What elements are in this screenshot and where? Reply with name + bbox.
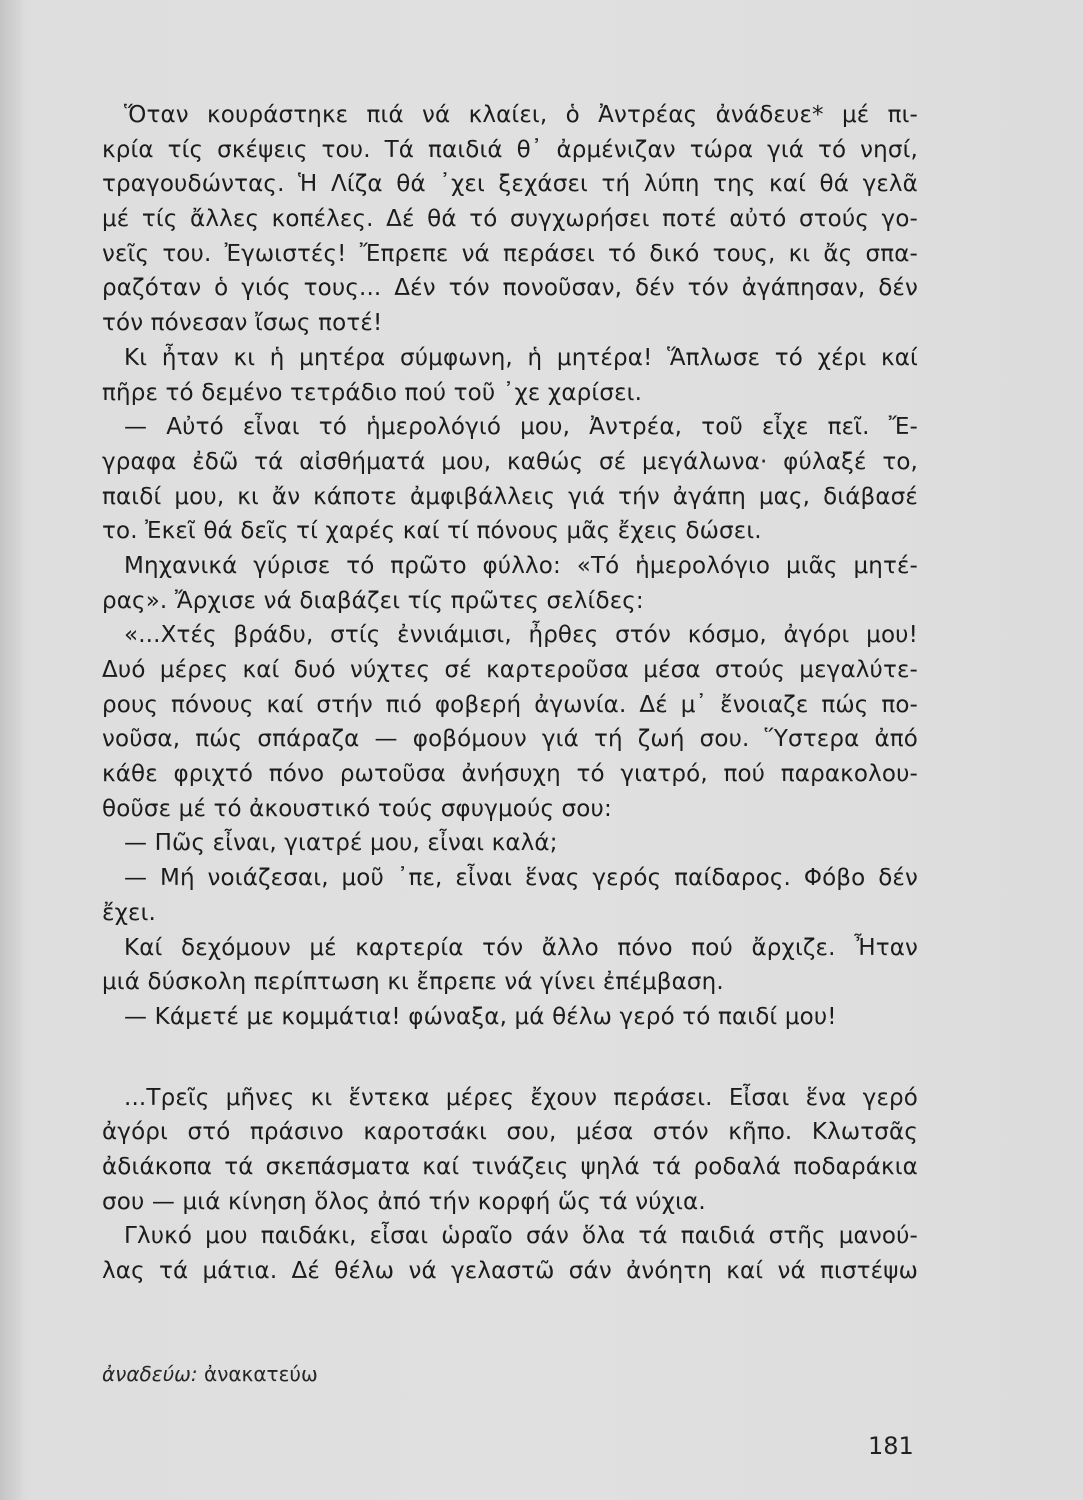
text-line: λας τά μάτια. Δέ θέλω νά γελαστῶ σάν ἀνόητη καί νά πιστέψω [102, 1258, 918, 1284]
text-line: τόν πόνεσαν ἴσως ποτέ! [102, 310, 383, 337]
text-line: ἀδιάκοπα τά σκεπάσματα καί τινάζεις ψηλά τά ροδαλά ποδαράκια [102, 1153, 918, 1180]
text-line: — Μή νοιάζεσαι, μοῦ ᾿πε, εἶναι ἕνας γερός παίδαρος. Φόβο δέν [124, 865, 918, 892]
text-line: θοῦσε μέ τό ἀκουστικό τούς σφυγμούς σου: [102, 795, 612, 822]
text-line: ραζόταν ὁ γιός τους... Δέν τόν πονοῦσαν, δέν τόν ἀγάπησαν, δέν [102, 275, 918, 302]
text-line: Κι ἦταν κι ἡ μητέρα σύμφωνη, ἡ μητέρα! Ἅπλωσε τό χέρι καί [124, 344, 918, 371]
text-line: Δυό μέρες καί δυό νύχτες σέ καρτεροῦσα μέσα στούς μεγαλύτε- [102, 657, 918, 683]
text-line: μιά δύσκολη περίπτωση κι ἔπρεπε νά γίνει ἐπέμβαση. [102, 969, 724, 996]
text-section-after-break [102, 1081, 918, 1289]
text-line: Μηχανικά γύρισε τό πρῶτο φύλλο: «Τό ἡμερολόγιο μιᾶς μητέ- [124, 552, 918, 579]
text-line: κρία τίς σκέψεις του. Τά παιδιά θ᾿ ἀρμένιζαν τώρα γιά τό νησί, [102, 136, 918, 163]
text-line: ρους πόνους καί στήν πιό φοβερή ἀγωνία. Δέ μ᾿ ἔνοιαζε πώς πο- [102, 691, 918, 718]
text-line: «...Χτές βράδυ, στίς ἐννιάμισι, ἦρθες στόν κόσμο, ἀγόρι μου! [124, 622, 918, 649]
body-text [102, 98, 918, 1289]
text-line: — Πῶς εἶναι, γιατρέ μου, εἶναι καλά; [124, 830, 558, 857]
text-line: ἔχει. [102, 899, 156, 926]
footnote-term: ἀναδεύω: [102, 1362, 198, 1386]
text-line: — Αὐτό εἶναι τό ἡμερολόγιό μου, Ἀντρέα, τοῦ εἶχε πεῖ. Ἔ- [124, 414, 918, 441]
text-line: ἀγόρι στό πράσινο καροτσάκι σου, μέσα στόν κῆπο. Κλωτσᾶς [102, 1119, 918, 1146]
text-line: νοῦσα, πώς σπάραζα — φοβόμουν γιά τή ζωή σου. Ὕστερα ἀπό [102, 726, 918, 753]
text-line: Καί δεχόμουν μέ καρτερία τόν ἄλλο πόνο πού ἄρχιζε. Ἦταν [124, 934, 918, 961]
text-line: σου — μιά κίνηση ὅλος ἀπό τήν κορφή ὥς τά νύχια. [102, 1188, 706, 1215]
text-line: ρας». Ἄρχισε νά διαβάζει τίς πρῶτες σελίδες: [102, 587, 644, 614]
page-number: 181 [868, 1432, 914, 1460]
text-line: μέ τίς ἄλλες κοπέλες. Δέ θά τό συγχωρήσει ποτέ αὐτό στούς γο- [102, 206, 918, 233]
text-line: γραφα ἐδῶ τά αἰσθήματά μου, καθώς σέ μεγάλωνα· φύλαξέ το, [102, 448, 918, 475]
page-gutter-shadow [0, 0, 22, 1500]
text-line: το. Ἐκεῖ θά δεῖς τί χαρές καί τί πόνους μᾶς ἔχεις δώσει. [102, 518, 762, 545]
text-line: — Κάμετέ με κομμάτια! φώναξα, μά θέλω γερό τό παιδί μου! [124, 1003, 837, 1030]
text-line: πῆρε τό δεμένο τετράδιο πού τοῦ ᾿χε χαρίσει. [102, 379, 643, 406]
text-line: Ὅταν κουράστηκε πιά νά κλαίει, ὁ Ἀντρέας ἀνάδευε* μέ πι- [124, 102, 918, 128]
text-section-before-break [102, 98, 918, 1035]
text-line: παιδί μου, κι ἄν κάποτε ἀμφιβάλλεις γιά τήν ἀγάπη μας, διάβασέ [102, 483, 918, 510]
text-line: τραγουδώντας. Ἡ Λίζα θά ᾿χει ξεχάσει τή λύπη της καί θά γελᾶ [102, 171, 918, 198]
text-line: κάθε φριχτό πόνο ρωτοῦσα ἀνήσυχη τό γιατρό, πού παρακολου- [102, 761, 918, 788]
footnote [102, 1362, 318, 1386]
text-line: Γλυκό μου παιδάκι, εἶσαι ὡραῖο σάν ὅλα τά παιδιά στῆς μανού- [124, 1223, 918, 1250]
footnote-definition: ἀνακατεύω [197, 1362, 318, 1386]
section-break [102, 1035, 918, 1081]
text-line: ...Τρεῖς μῆνες κι ἕντεκα μέρες ἔχουν περάσει. Εἶσαι ἕνα γερό [124, 1084, 918, 1111]
text-line: νεῖς του. Ἐγωιστές! Ἔπρεπε νά περάσει τό δικό τους, κι ἄς σπα- [102, 240, 918, 267]
